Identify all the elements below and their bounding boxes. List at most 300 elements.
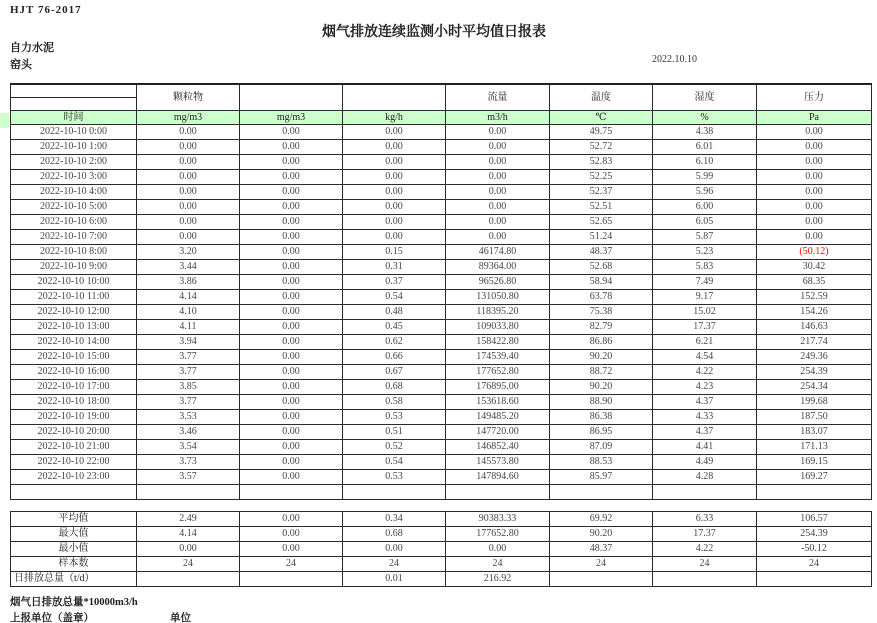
table-row [11,455,872,470]
value-cell: 48.37 [550,245,653,260]
value-cell: 0.68 [343,380,446,395]
value-cell: 0.00 [240,230,343,245]
summary-value-cell: 0.34 [343,512,446,527]
summary-value-cell: 254.39 [757,527,872,542]
value-cell [757,485,872,500]
value-cell: 7.49 [653,275,757,290]
value-cell: 46174.80 [446,245,550,260]
value-cell: 3.73 [137,455,240,470]
value-cell: 85.97 [550,470,653,485]
value-cell: 0.31 [343,260,446,275]
value-cell: 174539.40 [446,350,550,365]
table-row [11,200,872,215]
value-cell: 171.13 [757,440,872,455]
value-cell: 0.00 [137,125,240,140]
data-rows [11,125,872,500]
summary-value-cell: 17.37 [653,527,757,542]
value-cell [137,485,240,500]
value-cell: 52.37 [550,185,653,200]
report-date: 2022.10.10 [652,54,697,65]
value-cell: 4.33 [653,410,757,425]
summary-value-cell [137,572,240,587]
group-header-row-top [11,84,872,98]
value-cell: 0.67 [343,365,446,380]
unit-cell: m3/h [446,111,550,125]
table-row [11,290,872,305]
summary-value-cell: 106.57 [757,512,872,527]
summary-row [11,572,872,587]
value-cell: 0.00 [137,155,240,170]
value-cell: 75.38 [550,305,653,320]
table-row [11,470,872,485]
summary-value-cell: 24 [653,557,757,572]
value-cell: 17.37 [653,320,757,335]
station-name: 窑头 [10,59,32,71]
footer-unit-label: 单位 [170,613,191,623]
col-header-temperature: 温度 [550,84,653,111]
value-cell: 63.78 [550,290,653,305]
summary-value-cell: 90383.33 [446,512,550,527]
table-row [11,485,872,500]
time-cell: 2022-10-10 3:00 [11,170,137,185]
table-row [11,215,872,230]
time-cell: 2022-10-10 22:00 [11,455,137,470]
value-cell: 0.00 [757,230,872,245]
time-cell: 2022-10-10 1:00 [11,140,137,155]
value-cell: 3.46 [137,425,240,440]
time-cell: 2022-10-10 6:00 [11,215,137,230]
value-cell: 52.51 [550,200,653,215]
time-cell: 2022-10-10 15:00 [11,350,137,365]
value-cell: 217.74 [757,335,872,350]
value-cell: 0.00 [757,200,872,215]
summary-value-cell: 69.92 [550,512,653,527]
value-cell: 0.00 [137,140,240,155]
value-cell: 4.49 [653,455,757,470]
col-header-flow: 流量 [446,84,550,111]
value-cell: 0.54 [343,455,446,470]
value-cell: 90.20 [550,380,653,395]
unit-cell: % [653,111,757,125]
summary-label-cell: 最小值 [11,542,137,557]
blank-corner-cell-top [11,84,137,98]
summary-row [11,542,872,557]
main-table [10,83,872,500]
value-cell: 149485.20 [446,410,550,425]
value-cell: 4.38 [653,125,757,140]
value-cell: 0.00 [343,215,446,230]
unit-row-left-strip [0,113,9,128]
value-cell: 58.94 [550,275,653,290]
summary-value-cell: 24 [343,557,446,572]
value-cell: 177652.80 [446,365,550,380]
value-cell: 6.01 [653,140,757,155]
summary-value-cell: 24 [550,557,653,572]
value-cell: 87.09 [550,440,653,455]
summary-value-cell: 24 [446,557,550,572]
value-cell: 3.77 [137,365,240,380]
value-cell: 169.27 [757,470,872,485]
table-row [11,365,872,380]
value-cell: 154.26 [757,305,872,320]
value-cell: 0.00 [240,395,343,410]
value-cell [653,485,757,500]
summary-value-cell: 48.37 [550,542,653,557]
summary-row [11,512,872,527]
time-cell: 2022-10-10 19:00 [11,410,137,425]
summary-value-cell [757,572,872,587]
value-cell: 5.83 [653,260,757,275]
value-cell: 0.00 [137,200,240,215]
value-cell: 49.75 [550,125,653,140]
value-cell: 0.00 [240,140,343,155]
time-cell: 2022-10-10 20:00 [11,425,137,440]
summary-value-cell: -50.12 [757,542,872,557]
time-cell: 2022-10-10 0:00 [11,125,137,140]
table-row [11,155,872,170]
value-cell: 4.54 [653,350,757,365]
value-cell: 3.86 [137,275,240,290]
value-cell: 96526.80 [446,275,550,290]
col-header-pressure: 压力 [757,84,872,111]
summary-value-cell: 6.33 [653,512,757,527]
summary-value-cell: 0.00 [343,542,446,557]
value-cell [343,485,446,500]
value-cell: 89364.00 [446,260,550,275]
value-cell: 183.07 [757,425,872,440]
table-row [11,275,872,290]
value-cell: 4.28 [653,470,757,485]
summary-value-cell: 2.49 [137,512,240,527]
value-cell: 3.94 [137,335,240,350]
time-cell: 2022-10-10 4:00 [11,185,137,200]
table-row [11,335,872,350]
table-row [11,440,872,455]
time-cell: 2022-10-10 11:00 [11,290,137,305]
value-cell: 4.10 [137,305,240,320]
value-cell: 146852.40 [446,440,550,455]
value-cell [550,485,653,500]
value-cell: 0.00 [343,170,446,185]
time-cell: 2022-10-10 13:00 [11,320,137,335]
summary-value-cell [550,572,653,587]
value-cell: 0.00 [446,155,550,170]
value-cell: 153618.60 [446,395,550,410]
time-cell: 2022-10-10 5:00 [11,200,137,215]
value-cell: 0.00 [240,380,343,395]
value-cell: 0.00 [137,170,240,185]
value-cell: 254.34 [757,380,872,395]
unit-cell: mg/m3 [240,111,343,125]
time-cell: 2022-10-10 2:00 [11,155,137,170]
value-cell: 118395.20 [446,305,550,320]
unit-cell: mg/m3 [137,111,240,125]
value-cell: 52.25 [550,170,653,185]
value-cell: 52.68 [550,260,653,275]
footer-report-unit-label: 上报单位（盖章） [10,613,94,623]
summary-value-cell: 24 [240,557,343,572]
value-cell: 0.00 [446,185,550,200]
value-cell: 82.79 [550,320,653,335]
units-row [11,111,872,125]
summary-value-cell: 90.20 [550,527,653,542]
summary-value-cell: 0.00 [240,512,343,527]
value-cell: 0.00 [137,230,240,245]
value-cell: 6.00 [653,200,757,215]
value-cell: 0.00 [240,260,343,275]
value-cell: 0.00 [240,410,343,425]
time-cell: 2022-10-10 16:00 [11,365,137,380]
value-cell: 158422.80 [446,335,550,350]
value-cell: 0.00 [240,350,343,365]
value-cell: 169.15 [757,455,872,470]
value-cell: 0.00 [240,125,343,140]
summary-rows [11,512,872,587]
value-cell: 0.00 [757,215,872,230]
time-cell: 2022-10-10 14:00 [11,335,137,350]
table-row [11,125,872,140]
value-cell: 131050.80 [446,290,550,305]
value-cell: 0.00 [240,455,343,470]
value-cell: 0.53 [343,410,446,425]
value-cell: 3.53 [137,410,240,425]
value-cell [240,485,343,500]
value-cell: 0.37 [343,275,446,290]
value-cell: (50.12) [757,245,872,260]
table-row [11,410,872,425]
time-cell: 2022-10-10 8:00 [11,245,137,260]
title-wrap [0,21,868,41]
value-cell: 0.00 [446,230,550,245]
unit-cell: Pa [757,111,872,125]
value-cell: 0.00 [757,155,872,170]
value-cell: 0.00 [757,125,872,140]
value-cell: 0.00 [757,185,872,200]
time-cell: 2022-10-10 10:00 [11,275,137,290]
value-cell: 0.00 [240,335,343,350]
table-row [11,140,872,155]
value-cell: 176895.00 [446,380,550,395]
value-cell: 147720.00 [446,425,550,440]
value-cell: 0.00 [240,245,343,260]
value-cell: 147894.60 [446,470,550,485]
value-cell: 249.36 [757,350,872,365]
value-cell: 0.00 [343,200,446,215]
time-cell: 2022-10-10 7:00 [11,230,137,245]
value-cell: 5.96 [653,185,757,200]
table-row [11,425,872,440]
col-header-blank-1 [240,84,343,111]
value-cell: 5.99 [653,170,757,185]
value-cell: 3.77 [137,350,240,365]
value-cell: 0.00 [446,125,550,140]
value-cell: 68.35 [757,275,872,290]
value-cell: 4.23 [653,380,757,395]
value-cell: 0.51 [343,425,446,440]
summary-label-cell: 样本数 [11,557,137,572]
time-header-cell: 时间 [11,111,137,125]
time-cell: 2022-10-10 17:00 [11,380,137,395]
value-cell: 3.44 [137,260,240,275]
summary-row [11,527,872,542]
value-cell: 0.00 [343,125,446,140]
value-cell: 199.68 [757,395,872,410]
summary-row [11,557,872,572]
value-cell: 0.15 [343,245,446,260]
table-row [11,230,872,245]
value-cell: 88.90 [550,395,653,410]
summary-value-cell: 177652.80 [446,527,550,542]
value-cell: 0.00 [446,200,550,215]
value-cell: 0.00 [240,170,343,185]
value-cell: 52.72 [550,140,653,155]
value-cell: 90.20 [550,350,653,365]
doc-standard-code: HJT 76-2017 [10,4,82,16]
value-cell: 0.00 [446,170,550,185]
value-cell: 0.00 [240,275,343,290]
summary-value-cell: 0.00 [240,542,343,557]
value-cell: 0.00 [240,155,343,170]
table-row [11,350,872,365]
value-cell: 145573.80 [446,455,550,470]
summary-value-cell: 24 [757,557,872,572]
value-cell: 0.45 [343,320,446,335]
value-cell: 15.02 [653,305,757,320]
value-cell: 3.85 [137,380,240,395]
time-cell: 2022-10-10 12:00 [11,305,137,320]
value-cell: 4.22 [653,365,757,380]
table-row [11,305,872,320]
summary-value-cell: 4.22 [653,542,757,557]
value-cell: 4.37 [653,395,757,410]
time-cell: 2022-10-10 18:00 [11,395,137,410]
value-cell: 0.00 [446,140,550,155]
unit-cell: ℃ [550,111,653,125]
value-cell: 0.58 [343,395,446,410]
value-cell: 0.00 [343,140,446,155]
table-row [11,245,872,260]
value-cell: 0.66 [343,350,446,365]
summary-value-cell: 0.00 [137,542,240,557]
value-cell: 6.05 [653,215,757,230]
value-cell: 0.00 [757,140,872,155]
value-cell: 0.00 [343,185,446,200]
value-cell: 3.57 [137,470,240,485]
value-cell: 0.52 [343,440,446,455]
value-cell: 4.41 [653,440,757,455]
page-title: 烟气排放连续监测小时平均值日报表 [322,25,546,40]
summary-value-cell: 0.00 [240,527,343,542]
value-cell: 152.59 [757,290,872,305]
value-cell: 3.20 [137,245,240,260]
value-cell [446,485,550,500]
table-row [11,380,872,395]
value-cell: 0.00 [240,470,343,485]
value-cell: 0.00 [240,215,343,230]
value-cell: 86.95 [550,425,653,440]
value-cell: 6.21 [653,335,757,350]
value-cell: 0.00 [343,155,446,170]
value-cell: 0.00 [240,290,343,305]
value-cell: 4.37 [653,425,757,440]
value-cell: 0.00 [240,320,343,335]
value-cell: 0.00 [240,365,343,380]
summary-value-cell: 24 [137,557,240,572]
value-cell: 4.14 [137,290,240,305]
value-cell: 5.87 [653,230,757,245]
value-cell: 254.39 [757,365,872,380]
summary-label-cell: 最大值 [11,527,137,542]
value-cell: 146.63 [757,320,872,335]
summary-label-cell: 平均值 [11,512,137,527]
value-cell: 52.83 [550,155,653,170]
value-cell: 51.24 [550,230,653,245]
table-row [11,185,872,200]
value-cell: 86.38 [550,410,653,425]
value-cell: 86.86 [550,335,653,350]
value-cell: 5.23 [653,245,757,260]
value-cell: 0.00 [446,215,550,230]
company-name: 自力水泥 [10,42,54,54]
value-cell: 0.00 [240,305,343,320]
value-cell: 109033.80 [446,320,550,335]
value-cell: 88.53 [550,455,653,470]
value-cell: 0.00 [137,185,240,200]
value-cell: 30.42 [757,260,872,275]
value-cell: 0.54 [343,290,446,305]
value-cell: 6.10 [653,155,757,170]
value-cell: 9.17 [653,290,757,305]
value-cell: 0.00 [240,425,343,440]
table-row [11,170,872,185]
value-cell: 0.00 [137,215,240,230]
value-cell: 4.11 [137,320,240,335]
value-cell: 0.00 [240,200,343,215]
col-header-particulate: 颗粒物 [137,84,240,111]
blank-corner-cell-bottom [11,98,137,111]
value-cell: 0.48 [343,305,446,320]
time-cell: 2022-10-10 21:00 [11,440,137,455]
summary-value-cell [240,572,343,587]
time-cell [11,485,137,500]
table-row [11,320,872,335]
value-cell: 52.65 [550,215,653,230]
value-cell: 0.53 [343,470,446,485]
summary-value-cell: 216.92 [446,572,550,587]
table-row [11,395,872,410]
summary-value-cell: 0.00 [446,542,550,557]
summary-value-cell: 0.01 [343,572,446,587]
time-cell: 2022-10-10 9:00 [11,260,137,275]
table-row [11,260,872,275]
summary-value-cell: 0.68 [343,527,446,542]
value-cell: 0.00 [240,440,343,455]
footer-flow-note: 烟气日排放总量*10000m3/h [10,597,138,608]
unit-cell: kg/h [343,111,446,125]
summary-value-cell [653,572,757,587]
summary-table [10,511,872,587]
value-cell: 3.77 [137,395,240,410]
summary-label-cell: 日排放总量（t/d） [11,572,137,587]
value-cell: 3.54 [137,440,240,455]
col-header-blank-2 [343,84,446,111]
value-cell: 0.62 [343,335,446,350]
value-cell: 88.72 [550,365,653,380]
col-header-humidity: 湿度 [653,84,757,111]
summary-value-cell: 4.14 [137,527,240,542]
value-cell: 0.00 [240,185,343,200]
value-cell: 0.00 [343,230,446,245]
